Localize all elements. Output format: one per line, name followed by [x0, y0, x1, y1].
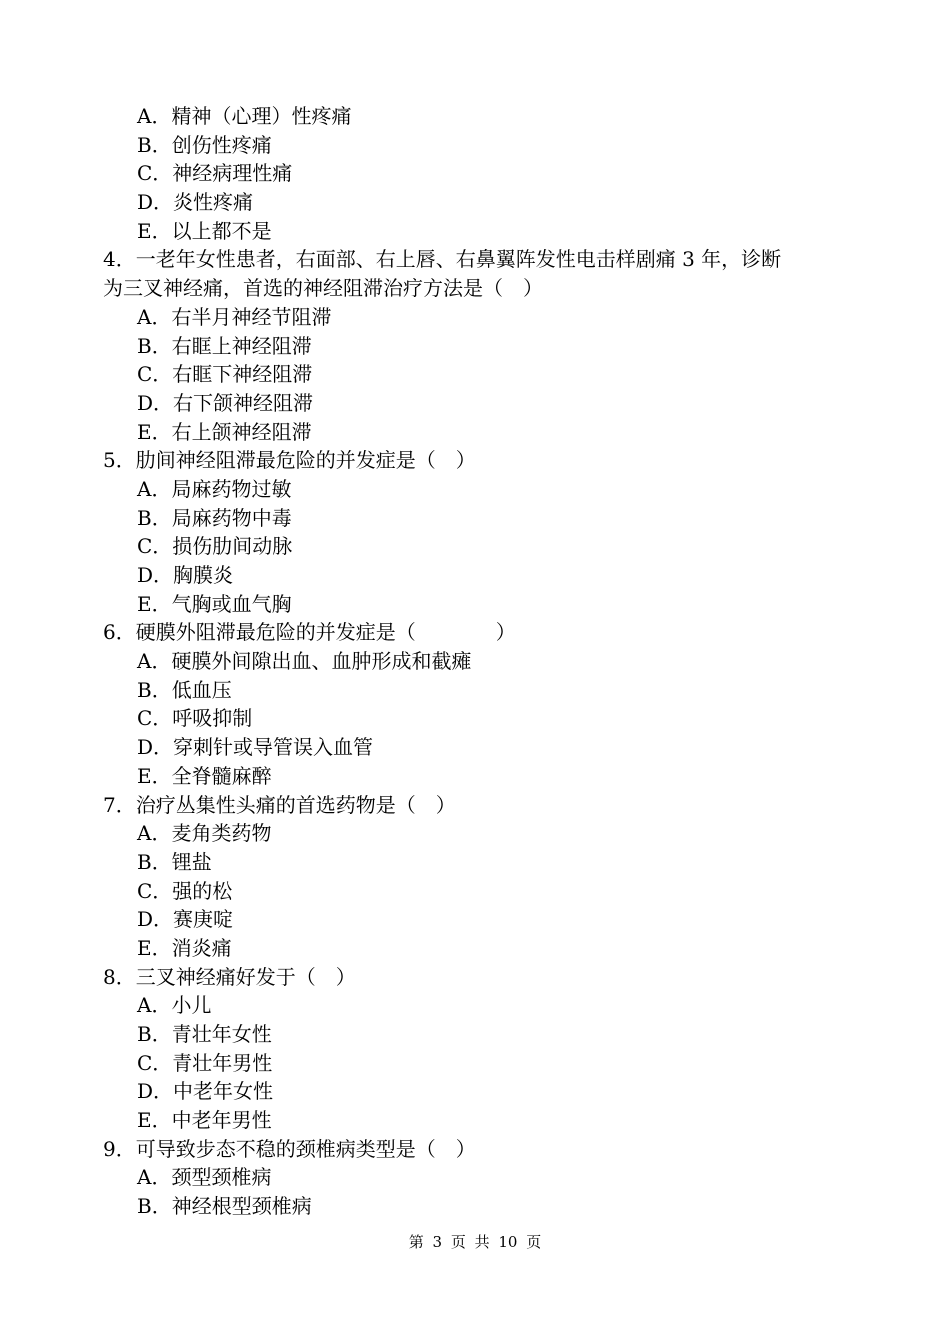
- answer-option: E．全脊髓麻醉: [137, 763, 272, 788]
- answer-option: A．局麻药物过敏: [137, 476, 292, 501]
- question-text: 9．可导致步态不稳的颈椎病类型是（ ）: [103, 1136, 476, 1161]
- answer-option: B．右眶上神经阻滞: [137, 333, 312, 358]
- answer-option: E．中老年男性: [137, 1108, 272, 1133]
- answer-option: D．穿刺针或导管误入血管: [137, 735, 374, 760]
- answer-option: C．青壮年男性: [137, 1050, 273, 1075]
- answer-option: D．胸膜炎: [137, 563, 234, 587]
- answer-option: A．硬膜外间隙出血、血肿形成和截瘫: [137, 649, 472, 674]
- question-text: 6．硬膜外阻滞最危险的并发症是（ ）: [103, 620, 516, 645]
- answer-option: D．炎性疼痛: [137, 190, 254, 215]
- answer-option: C．神经病理性痛: [137, 161, 293, 186]
- answer-option: B．青壮年女性: [137, 1022, 272, 1046]
- question-list: [103, 102, 863, 1221]
- answer-option: D．赛庚啶: [137, 907, 234, 932]
- answer-option: D．中老年女性: [137, 1079, 274, 1104]
- answer-option: D．右下颌神经阻滞: [137, 390, 314, 415]
- answer-option: C．损伤肋间动脉: [137, 534, 293, 559]
- answer-option: A．颈型颈椎病: [137, 1165, 272, 1190]
- answer-option: A．精神（心理）性疼痛: [137, 104, 352, 128]
- answer-option: E．以上都不是: [137, 218, 272, 243]
- page-footer: 第 3 页 共 10 页: [408, 1233, 542, 1251]
- answer-option: E．消炎痛: [137, 935, 232, 960]
- answer-option: E．右上颌神经阻滞: [137, 419, 312, 444]
- question-text: 4．一老年女性患者，右面部、右上唇、右鼻翼阵发性电击样剧痛 3 年，诊断: [103, 247, 782, 272]
- answer-option: B．创伤性疼痛: [137, 132, 272, 157]
- answer-option: C．呼吸抑制: [137, 706, 253, 731]
- question-text: 8．三叉神经痛好发于（ ）: [103, 964, 356, 989]
- answer-option: C．右眶下神经阻滞: [137, 362, 313, 387]
- answer-option: B．神经根型颈椎病: [137, 1194, 312, 1219]
- answer-option: A．小儿: [137, 993, 212, 1018]
- answer-option: E．气胸或血气胸: [137, 591, 292, 616]
- question-text: 5．肋间神经阻滞最危险的并发症是（ ）: [103, 448, 476, 473]
- answer-option: B．低血压: [137, 677, 232, 702]
- answer-option: B．锂盐: [137, 849, 212, 874]
- answer-option: B．局麻药物中毒: [137, 505, 292, 530]
- answer-option: A．右半月神经节阻滞: [137, 304, 332, 329]
- answer-option: C．强的松: [137, 878, 233, 903]
- question-text: 为三叉神经痛，首选的神经阻滞治疗方法是（ ）: [103, 276, 543, 301]
- question-text: 7．治疗丛集性头痛的首选药物是（ ）: [103, 792, 456, 817]
- answer-option: A．麦角类药物: [137, 821, 272, 846]
